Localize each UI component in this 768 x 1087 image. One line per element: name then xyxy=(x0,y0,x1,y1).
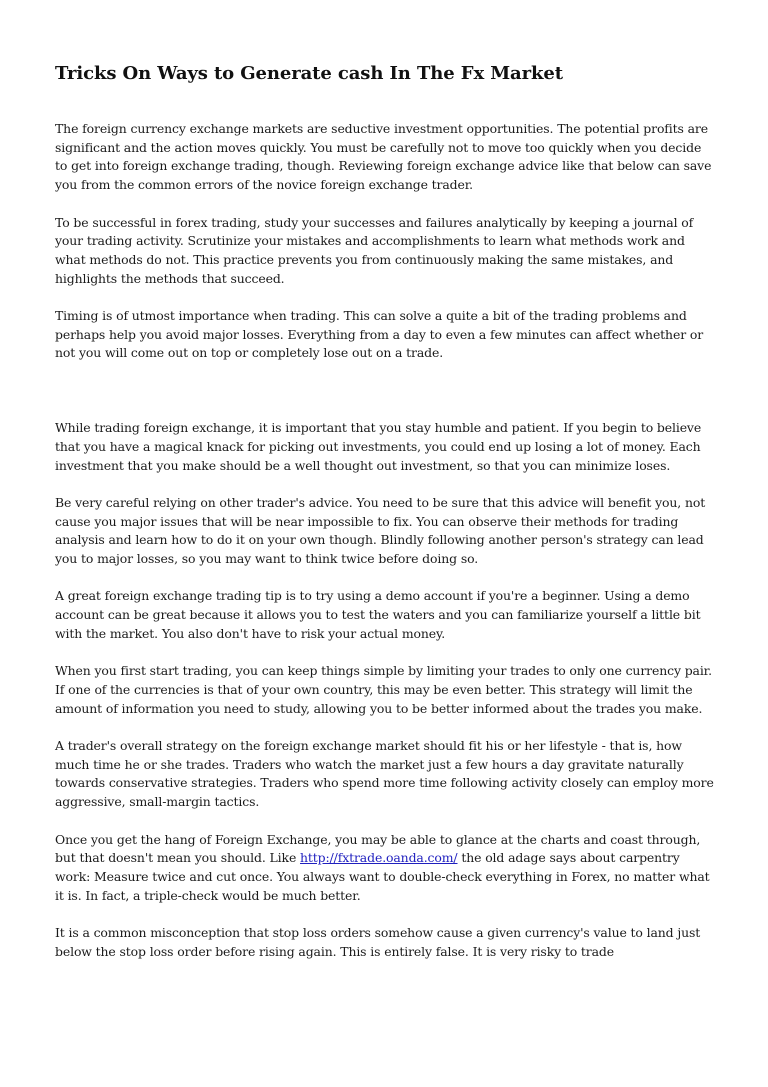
paragraph-9 xyxy=(55,831,715,906)
paragraph-2: To be successful in forex trading, study your successes and failures analytically by keeping a journal of your trading activity. Scrutinize your mistakes and accomplishments to learn what methods work and what methods do not. This practice prevents you from continuously making the same mistakes, and highlights the methods that succeed. xyxy=(55,214,694,286)
paragraph-3: Timing is of utmost importance when trading. This can solve a quite a bit of the trading problems and perhaps help you avoid major losses. Everything from a day to even a few minutes can affect whether or not you will come out on top or completely lose out on a trade. xyxy=(55,308,704,361)
paragraph-7: When you first start trading, you can keep things simple by limiting your trades to only one currency pair. If one of the currencies is that of your own country, this may be even better. This strategy will limit the amount of information you need to study, allowing you to be better informed about the trades you make. xyxy=(55,663,712,716)
document-title: Tricks On Ways to Generate cash In The Fx Market xyxy=(55,63,563,84)
paragraph-9-after: the old adage says about carpentry work: Measure twice and cut once. You always want to double-check everything in Forex, no matter what it is. In fact, a triple-check would be much better. xyxy=(55,850,710,903)
fxtrade-link[interactable]: http://fxtrade.oanda.com/ xyxy=(300,850,458,866)
paragraph-6: A great foreign exchange trading tip is to try using a demo account if you're a beginner. Using a demo account can be great because it allows you to test the waters and you can familiarize yourself a little bit with the market. You also don't have to risk your actual money. xyxy=(55,588,701,641)
paragraph-8: A trader's overall strategy on the foreign exchange market should fit his or her lifestyle - that is, how much time he or she trades. Traders who watch the market just a few hours a day gravitate naturally towards conservative strategies. Traders who spend more time following activity closely can employ more aggressive, small-margin tactics. xyxy=(55,738,714,810)
paragraph-9-before: Once you get the hang of Foreign Exchange, you may be able to glance at the charts and coast through, but that doesn't mean you should. Like xyxy=(55,831,701,866)
paragraph-1: The foreign currency exchange markets are seductive investment opportunities. The potential profits are significant and the action moves quickly. You must be carefully not to move too quickly when you decide to get into foreign exchange trading, though. Reviewing foreign exchange advice like that below can save you from the common errors of the novice foreign exchange trader. xyxy=(55,121,712,193)
paragraph-10: It is a common misconception that stop loss orders somehow cause a given currency's value to land just below the stop loss order before rising again. This is entirely false. It is very risky to trade xyxy=(55,925,701,959)
paragraph-4: While trading foreign exchange, it is important that you stay humble and patient. If you begin to believe that you have a magical knack for picking out investments, you could end up losing a lot of money. Each investment that you make should be a well thought out investment, so that you can minimize loses. xyxy=(55,420,702,473)
paragraph-5: Be very careful relying on other trader's advice. You need to be sure that this advice will benefit you, not cause you major issues that will be near impossible to fix. You can observe their methods for trading analysis and learn how to do it on your own though. Blindly following another person's strategy can lead you to major losses, so you may want to think twice before doing so. xyxy=(55,494,706,567)
document-page xyxy=(55,60,715,980)
